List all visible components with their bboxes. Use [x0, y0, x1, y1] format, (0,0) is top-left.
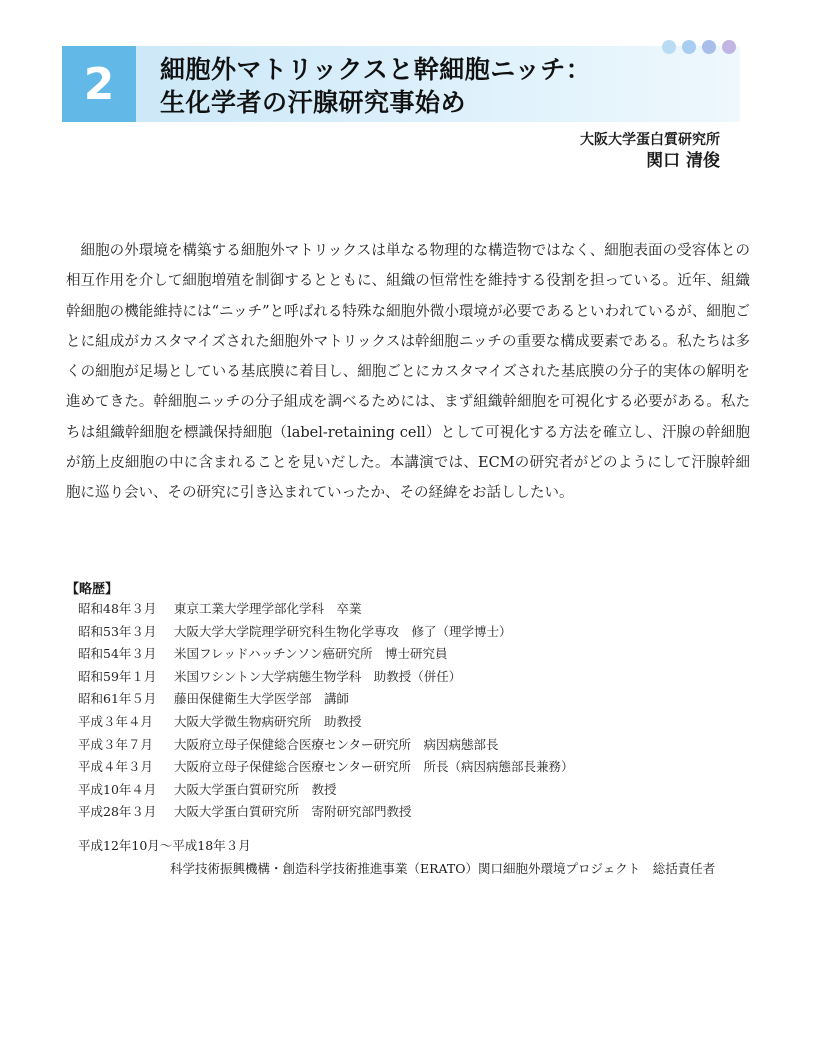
- biography-entry: [78, 621, 574, 644]
- biography-entry: [78, 666, 574, 689]
- biography-entry: [78, 756, 574, 779]
- dot-icon: [722, 40, 736, 54]
- biography-text: 米国フレッドハッチンソン癌研究所 博士研究員: [174, 646, 448, 662]
- biography-entry: [78, 598, 574, 621]
- biography-text: 大阪府立母子保健総合医療センター研究所 病因病態部長: [174, 736, 499, 752]
- biography-text: 大阪大学蛋白質研究所 寄附研究部門教授: [174, 804, 412, 820]
- biography-text: 藤田保健衛生大学医学部 講師: [174, 691, 350, 707]
- abstract-text: 細胞の外環境を構築する細胞外マトリックスは単なる物理的な構造物ではなく、細胞表面の受容体との相互作用を介して細胞増殖を制御するとともに、組織の恒常性を維持する役割を担っている。近年、組織幹細胞の機能維持には“ニッチ”と呼ばれる特殊な細胞外微小環境が必要であるといわれているが、細胞ごとに組成がカスタマイズされた細胞外マトリックスは幹細胞ニッチの重要な構成要素である。私たちは多くの細胞が足場としている基底膜に着目し、細胞ごとにカスタマイズされた基底膜の分子的実体の解明を進めてきた。幹細胞ニッチの分子組成を調べるためには、まず組織幹細胞を可視化する必要がある。私たちは組織幹細胞を標識保持細胞（label-retaining cell）として可視化する方法を確立し、汗腺の幹細胞が筋上皮細胞の中に含まれることを見いだした。本講演では、ECMの研究者がどのようにして汗腺幹細胞に巡り会い、その研究に引き込まれていったか、その経緯をお話ししたい。: [66, 243, 750, 502]
- title-line-1: 細胞外マトリックスと幹細胞ニッチ：: [160, 55, 592, 84]
- project-period: 平成12年10月～平成18年３月: [78, 838, 251, 853]
- biography-date: 平成４年３月: [78, 759, 154, 775]
- biography-entry: [78, 711, 574, 734]
- biography-entry: [78, 643, 574, 666]
- biography-text: 大阪府立母子保健総合医療センター研究所 所長（病因病態部長兼務）: [174, 759, 574, 775]
- biography-date: 昭和54年３月: [78, 646, 157, 662]
- biography-date: 昭和59年１月: [78, 668, 157, 684]
- biography-heading: 【略歴】: [66, 582, 119, 597]
- author-block: [580, 130, 720, 172]
- section-number: 2: [62, 46, 136, 122]
- biography-date: 平成３年４月: [78, 713, 154, 729]
- title-line-2: 生化学者の汗腺研究事始め: [160, 88, 467, 117]
- biography-date: 平成28年３月: [78, 804, 157, 820]
- biography-text: 大阪大学微生物病研究所 助教授: [174, 713, 362, 729]
- biography-text: 大阪大学蛋白質研究所 教授: [174, 781, 337, 797]
- dot-icon: [662, 40, 676, 54]
- project-description: 科学技術振興機構・創造科学技術推進事業（ERATO）関口細胞外環境プロジェクト 総括責任者: [170, 861, 716, 876]
- biography-list: [78, 598, 574, 824]
- biography-date: 平成３年７月: [78, 736, 154, 752]
- biography-text: 東京工業大学理学部化学科 卒業: [174, 601, 362, 616]
- author-affiliation: 大阪大学蛋白質研究所: [580, 132, 720, 148]
- biography-date: 昭和48年３月: [78, 601, 157, 616]
- biography-entry: [78, 688, 574, 711]
- decorative-dots: [662, 40, 736, 54]
- page-title: [160, 53, 591, 119]
- biography-entry: [78, 801, 574, 824]
- dot-icon: [702, 40, 716, 54]
- biography-entry: [78, 734, 574, 757]
- biography-date: 平成10年４月: [78, 781, 157, 797]
- dot-icon: [682, 40, 696, 54]
- biography-date: 昭和53年３月: [78, 623, 157, 639]
- biography-text: 米国ワシントン大学病態生物学科 助教授（併任）: [174, 668, 462, 684]
- biography-entry: [78, 779, 574, 802]
- biography-text: 大阪大学大学院理学研究科生物化学専攻 修了（理学博士）: [174, 623, 512, 639]
- biography-date: 昭和61年５月: [78, 691, 157, 707]
- author-name: 関口 清俊: [646, 151, 720, 171]
